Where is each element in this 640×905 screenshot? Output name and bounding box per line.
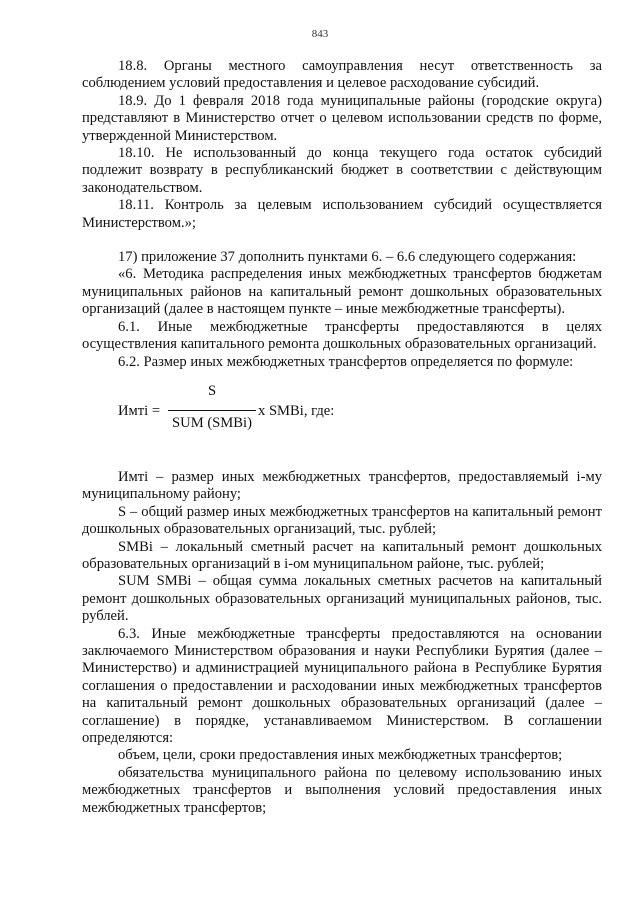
paragraph-18-10: 18.10. Не использованный до конца текущего года остаток субсидий подлежит возврату в республиканский бюджет в соответствии с действующим законодательством. — [82, 145, 602, 196]
paragraph-6-1: 6.1. Иные межбюджетные трансферты предоставляются в целях осуществления капитального ремонта дошкольных образовательных организаций. — [82, 318, 602, 353]
definition-imti: Имті – размер иных межбюджетных трансфертов, предоставляемый i-му муниципальному району; — [82, 468, 602, 503]
page-number: 843 — [311, 28, 329, 40]
formula-denominator: SUM (SMBi) — [172, 414, 252, 431]
formula-rhs: x SMBi, где: — [258, 402, 335, 419]
definition-sum-smbi: SUM SMBi – общая сумма локальных сметных расчетов на капитальный ремонт дошкольных образовательных организаций муниципальных районов, тыс. рублей. — [82, 573, 602, 625]
formula-numerator: S — [207, 382, 217, 399]
definition-s: S – общий размер иных межбюджетных трансфертов на капитальный ремонт дошкольных образовательных организаций, тыс. рублей; — [82, 503, 602, 538]
paragraph-6-3: 6.3. Иные межбюджетные трансферты предоставляются на основании заключаемого Министерством образования и науки Республики Бурятия (далее – Министерство) и администрацией муниципального района в Республике Бурятия соглашения о предоставлении и расходовании иных межбюджетных трансфертов на капитальный ремонт дошкольных образовательных организаций (далее – соглашение) в порядке, устанавливаемом Министерством. В соглашении определяются: — [82, 625, 602, 746]
paragraph-18-9: 18.9. До 1 февраля 2018 года муниципальные районы (городские округа) представляют в Министерство отчет о целевом использовании средств по форме, утвержденной Министерством. — [82, 92, 602, 144]
fraction-line — [168, 410, 256, 411]
paragraph-18-8: 18.8. Органы местного самоуправления несут ответственность за соблюдением условий предоставления и целевое расходование субсидий. — [82, 58, 602, 92]
formula-lhs: Имті = — [118, 402, 161, 419]
paragraph-6: «6. Методика распределения иных межбюджетных трансфертов бюджетам муниципальных районов на капитальный ремонт дошкольных образовательных организаций (далее в настоящем пункте – иные межбюджетные трансферты). — [82, 266, 602, 318]
paragraph-18-11: 18.11. Контроль за целевым использованием субсидий осуществляется Министерством.»; — [82, 197, 602, 231]
list-item-volume: объем, цели, сроки предоставления иных межбюджетных трансфертов; — [118, 747, 563, 764]
paragraph-6-2: 6.2. Размер иных межбюджетных трансфертов определяется по формуле: — [118, 353, 574, 370]
list-item-obligations: обязательства муниципального района по целевому использованию иных межбюджетных трансфертов и выполнения условий предоставления иных межбюджетных трансфертов; — [82, 764, 602, 816]
document-body — [82, 58, 602, 817]
item-17: 17) приложение 37 дополнить пунктами 6. – 6.6 следующего содержания: — [118, 249, 577, 266]
formula — [82, 383, 602, 439]
definition-smbi: SMBi – локальный сметный расчет на капитальный ремонт дошкольных образовательных организаций в i-ом муниципальном районе, тыс. рублей; — [82, 538, 602, 572]
